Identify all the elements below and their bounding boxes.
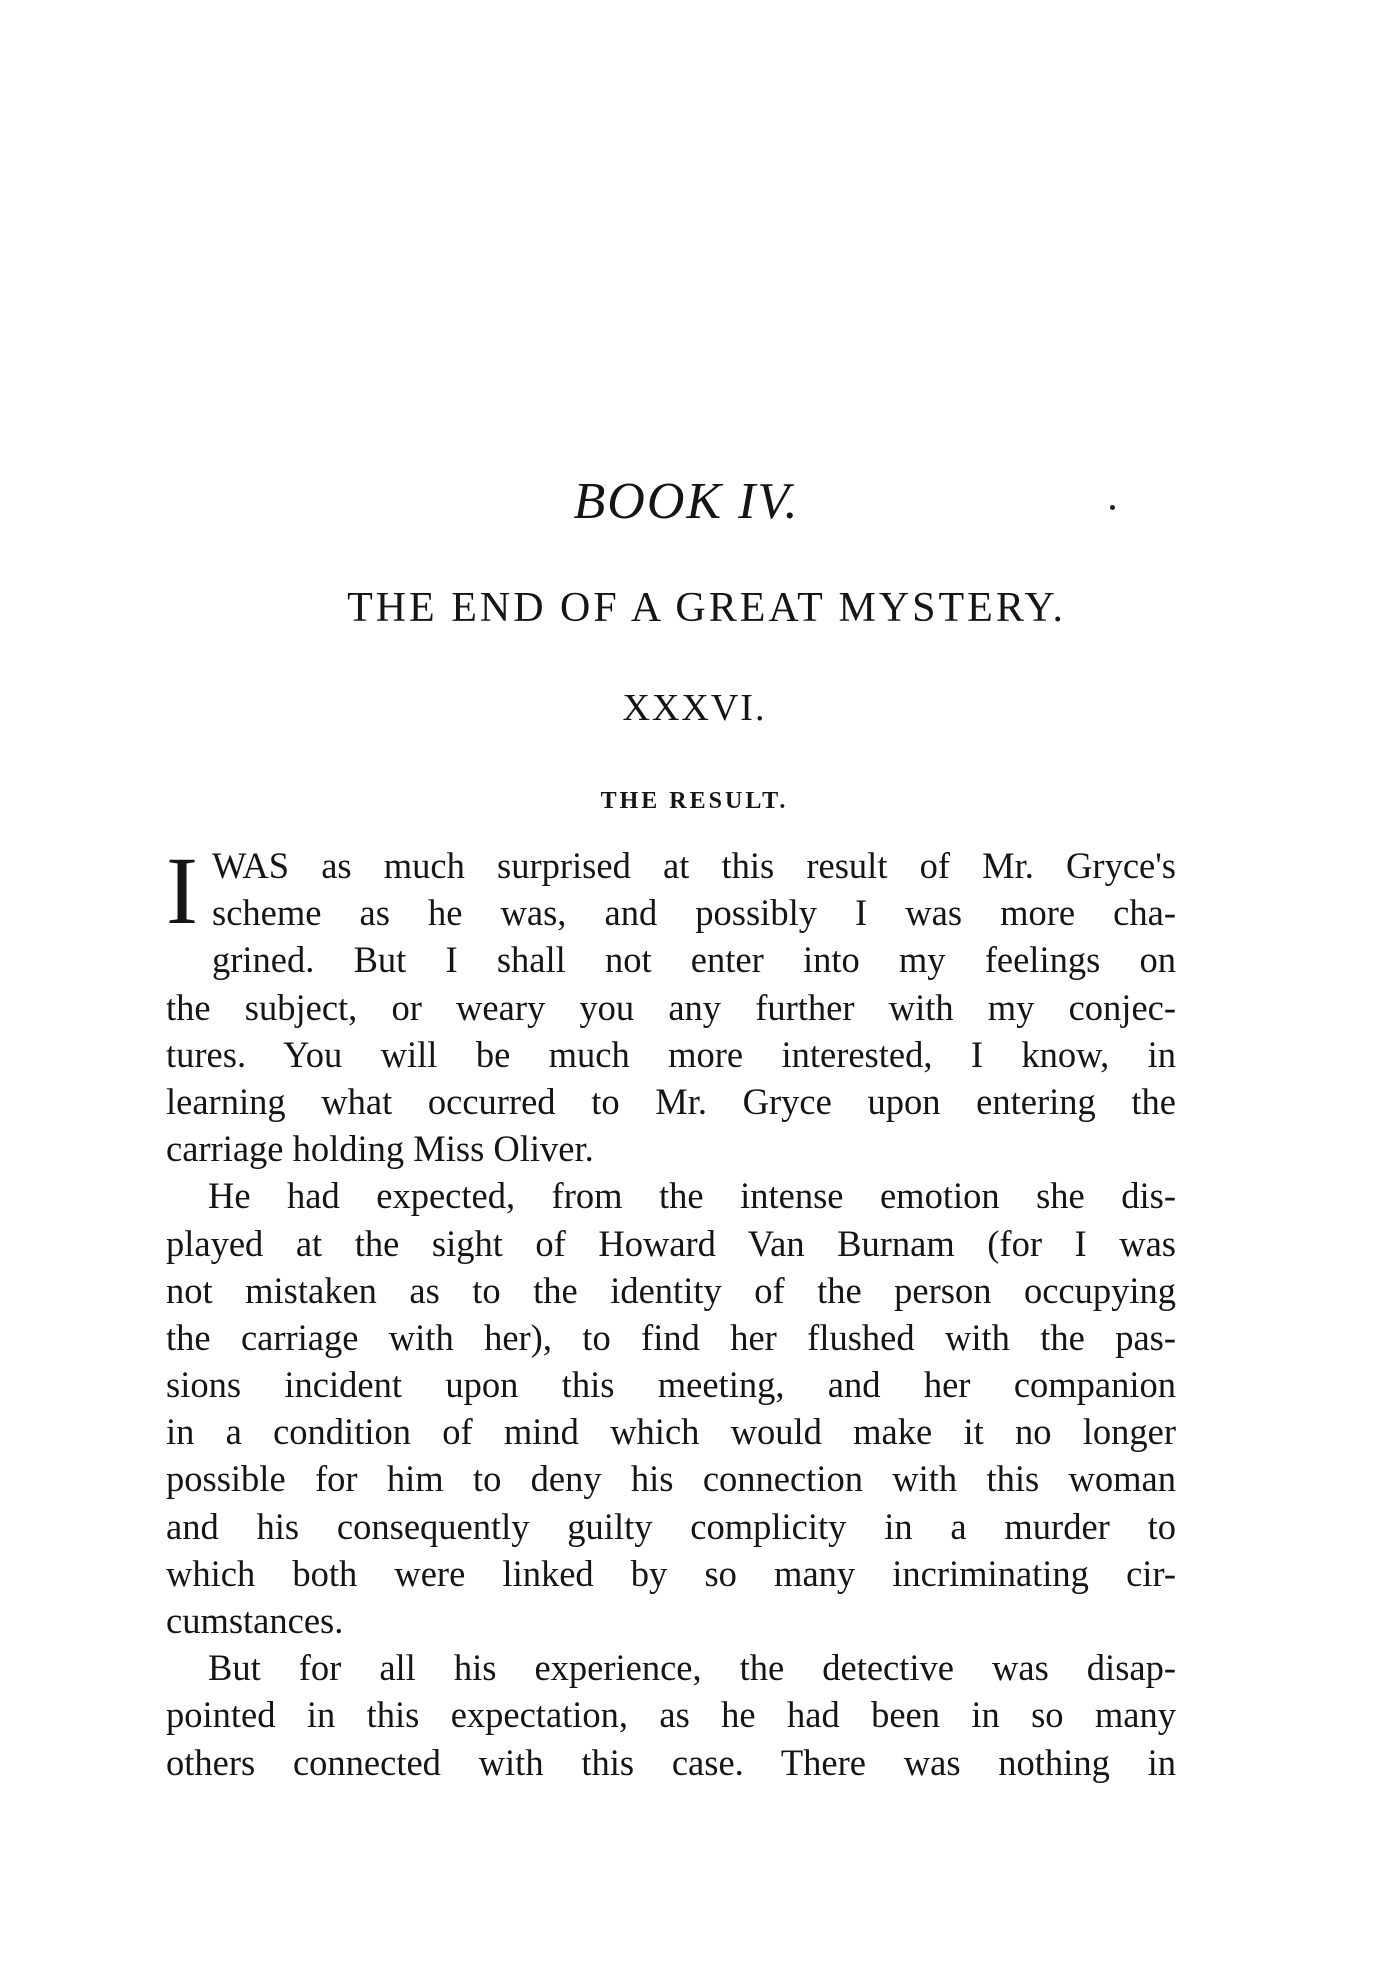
text-line: carriage holding Miss Oliver.: [166, 1128, 594, 1170]
text-line: possible for him to deny his connection with this woman: [166, 1458, 1176, 1500]
text-line: the subject, or weary you any further with my conjec-: [166, 986, 1176, 1028]
text-line: WAS as much surprised at this result of Mr. Gryce's: [212, 845, 1176, 886]
text-line: grined. But I shall not enter into my feelings on: [212, 939, 1176, 981]
text-line: pointed in this expectation, as he had been in so many: [166, 1694, 1176, 1736]
paragraph-1: [166, 837, 1176, 1172]
paragraph-3: [166, 1644, 1176, 1786]
paragraph-2: [166, 1172, 1176, 1644]
chapter-title: THE RESULT.: [600, 788, 789, 814]
text-line: the carriage with her), to find her flushed with the pas-: [166, 1316, 1176, 1358]
text-line: played at the sight of Howard Van Burnam (for I was: [166, 1222, 1176, 1264]
text-line: tures. You will be much more interested, I know, in: [166, 1033, 1176, 1075]
part-title: THE END OF A GREAT MYSTERY.: [347, 585, 1066, 631]
book-title: BOOK IV.: [573, 473, 800, 530]
text-line: cumstances.: [166, 1600, 344, 1641]
text-line: and his consequently guilty complicity in a murder to: [166, 1505, 1176, 1547]
text-line: which both were linked by so many incriminating cir-: [166, 1552, 1176, 1594]
print-speck: [1110, 505, 1115, 510]
text-line: learning what occurred to Mr. Gryce upon entering the: [166, 1080, 1176, 1122]
text-line: He had expected, from the intense emotion she dis-: [208, 1175, 1176, 1217]
text-line: others connected with this case. There was nothing in: [166, 1741, 1176, 1783]
text-line: not mistaken as to the identity of the person occupying: [166, 1269, 1176, 1311]
chapter-number: XXXVI.: [622, 687, 767, 729]
body-text: [166, 837, 1176, 1786]
drop-cap: I: [166, 837, 198, 944]
text-line: But for all his experience, the detective was disap-: [208, 1647, 1176, 1689]
text-line: scheme as he was, and possibly I was more cha-: [212, 892, 1176, 934]
text-line: sions incident upon this meeting, and her companion: [166, 1364, 1176, 1406]
text-line: in a condition of mind which would make it no longer: [166, 1411, 1176, 1453]
